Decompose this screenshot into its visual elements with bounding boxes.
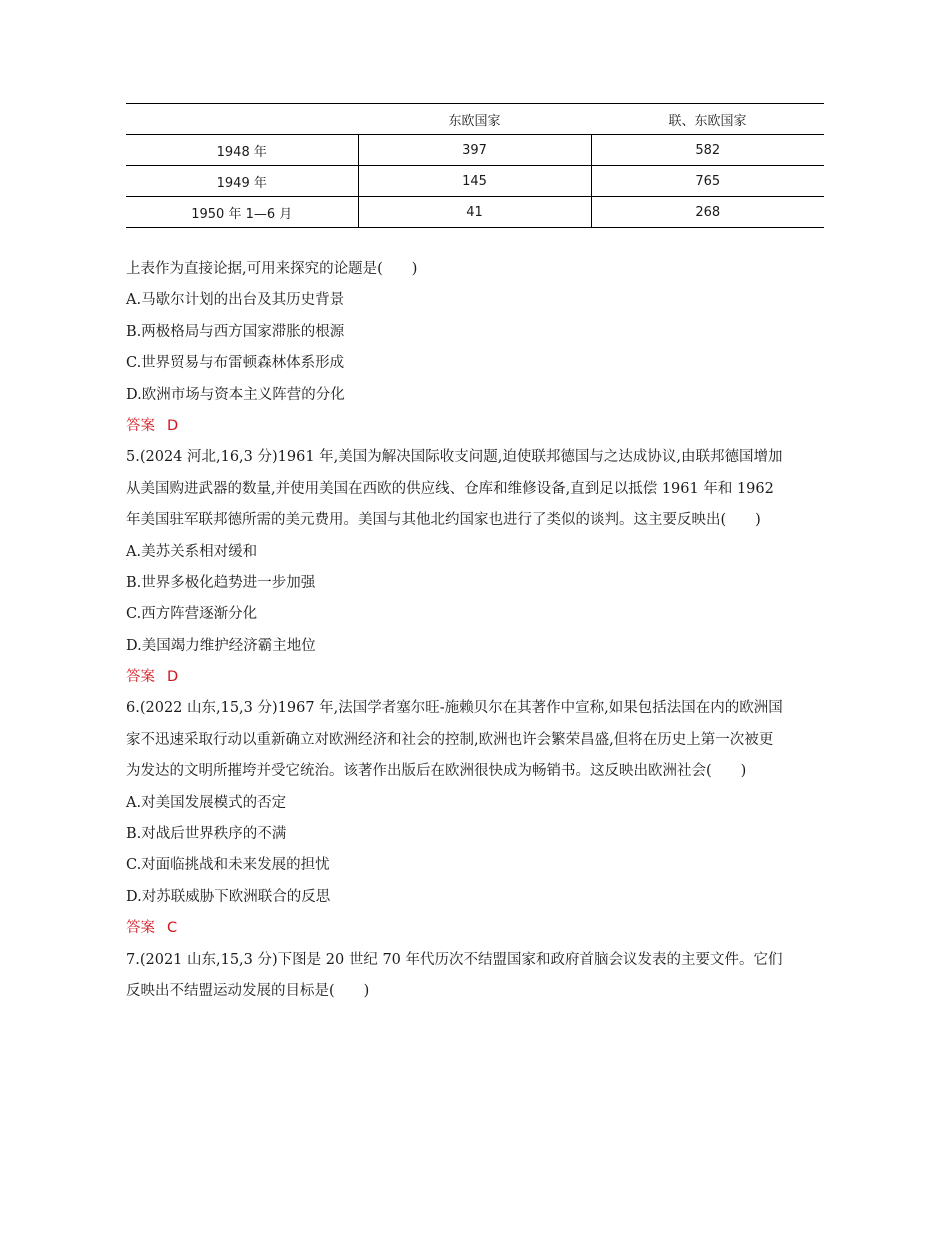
table-cell: 268 bbox=[591, 197, 824, 228]
q4-option-b: B.两极格局与西方国家滞胀的根源 bbox=[126, 323, 345, 340]
q6-option-b: B.对战后世界秩序的不满 bbox=[126, 826, 287, 843]
table-header-row bbox=[126, 104, 824, 135]
q5-option-d: D.美国竭力维护经济霸主地位 bbox=[126, 637, 316, 654]
q7-stem-line: 7.(2021 山东,15,3 分)下图是 20 世纪 70 年代历次不结盟国家和政府首脑会议发表的主要文件。它们 bbox=[126, 951, 783, 968]
answer-value: D bbox=[167, 417, 179, 434]
q6-option-d: D.对苏联威胁下欧洲联合的反思 bbox=[126, 888, 331, 905]
q5-stem-line: 5.(2024 河北,16,3 分)1961 年,美国为解决国际收支问题,迫使联邦德国与之达成协议,由联邦德国增加 bbox=[126, 449, 783, 466]
q7-stem-line: 反映出不结盟运动发展的目标是( ) bbox=[126, 982, 370, 999]
q5-stem-line: 从美国购进武器的数量,并使用美国在西欧的供应线、仓库和维修设备,直到足以抵偿 1961 年和 1962 bbox=[126, 480, 774, 497]
table-cell: 582 bbox=[591, 135, 824, 166]
q4-option-a: A.马歇尔计划的出台及其历史背景 bbox=[126, 292, 345, 309]
q5-option-a: A.美苏关系相对缓和 bbox=[126, 543, 258, 560]
trade-data-table bbox=[126, 103, 824, 228]
table-cell: 41 bbox=[358, 197, 591, 228]
q5-option-c: C.西方阵营逐渐分化 bbox=[126, 606, 258, 623]
q6-option-a: A.对美国发展模式的否定 bbox=[126, 794, 287, 811]
table-cell: 1948 年 bbox=[126, 135, 358, 166]
table-header-cell bbox=[126, 104, 358, 135]
q4-answer bbox=[126, 411, 826, 442]
table-cell: 1950 年 1—6 月 bbox=[126, 197, 358, 228]
answer-label: 答案 bbox=[126, 920, 155, 937]
table-row bbox=[126, 197, 824, 228]
table-row bbox=[126, 135, 824, 166]
answer-value: D bbox=[167, 669, 179, 686]
table-header-cell: 联、东欧国家 bbox=[591, 104, 824, 135]
table-cell: 397 bbox=[358, 135, 591, 166]
q5-option-b: B.世界多极化趋势进一步加强 bbox=[126, 574, 316, 591]
q4-stem: 上表作为直接论据,可用来探究的论题是( ) bbox=[126, 261, 418, 277]
table-header-cell: 东欧国家 bbox=[358, 104, 591, 135]
answer-label: 答案 bbox=[126, 669, 155, 686]
table-cell: 145 bbox=[358, 166, 591, 197]
answer-label: 答案 bbox=[126, 417, 155, 434]
question-content bbox=[126, 254, 826, 1007]
q4-option-c: C.世界贸易与布雷顿森林体系形成 bbox=[126, 355, 345, 372]
answer-value: C bbox=[167, 920, 178, 937]
q6-stem-line: 6.(2022 山东,15,3 分)1967 年,法国学者塞尔旺-施赖贝尔在其著作中宣称,如果包括法国在内的欧洲国 bbox=[126, 700, 783, 717]
q5-stem-line: 年美国驻军联邦德所需的美元费用。美国与其他北约国家也进行了类似的谈判。这主要反映出( ) bbox=[126, 512, 761, 529]
q6-option-c: C.对面临挑战和未来发展的担忧 bbox=[126, 857, 330, 874]
q6-stem-line: 为发达的文明所摧垮并受它统治。该著作出版后在欧洲很快成为畅销书。这反映出欧洲社会( ) bbox=[126, 763, 747, 780]
table-row bbox=[126, 166, 824, 197]
table-cell: 1949 年 bbox=[126, 166, 358, 197]
table-cell: 765 bbox=[591, 166, 824, 197]
q4-option-d: D.欧洲市场与资本主义阵营的分化 bbox=[126, 386, 345, 403]
q5-answer bbox=[126, 662, 826, 693]
q6-stem-line: 家不迅速采取行动以重新确立对欧洲经济和社会的控制,欧洲也许会繁荣昌盛,但将在历史上第一次被更 bbox=[126, 731, 774, 748]
q6-answer bbox=[126, 913, 826, 944]
